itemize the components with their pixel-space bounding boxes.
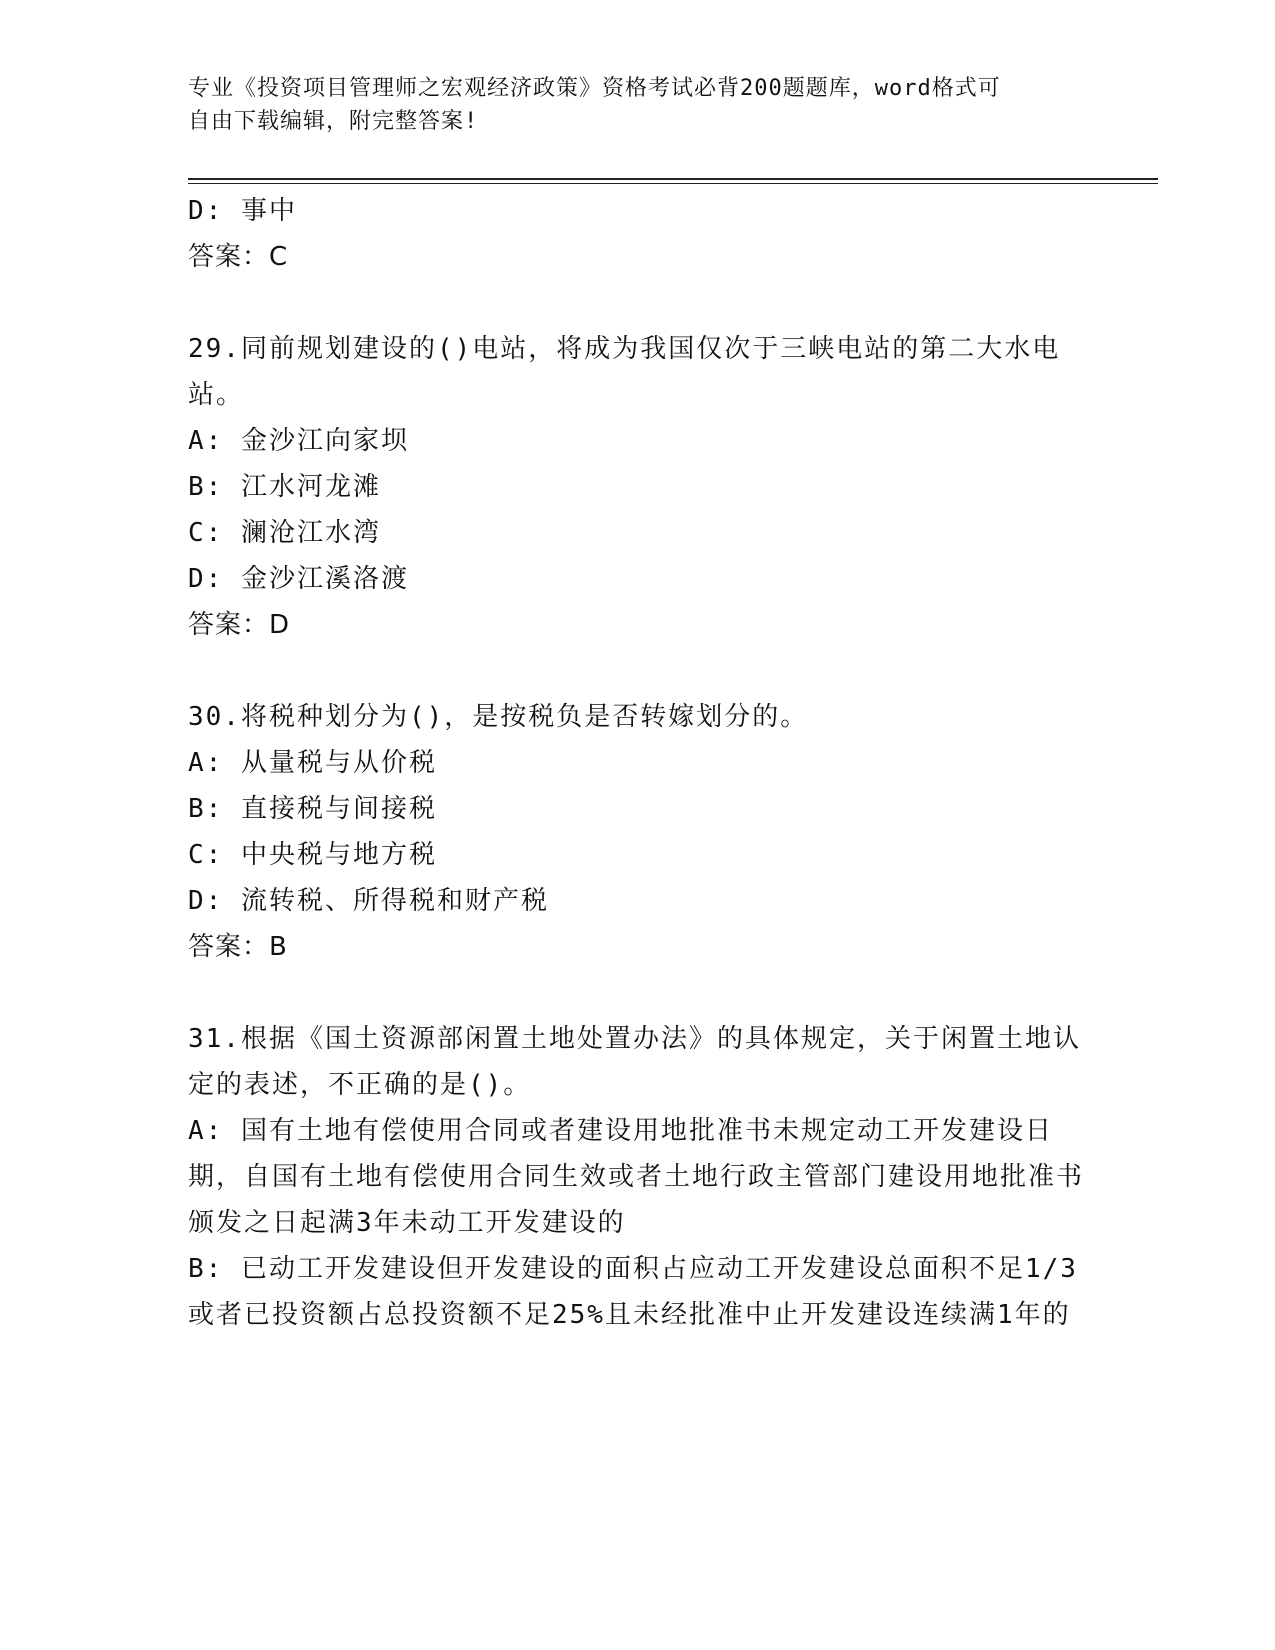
partial-option-d: D: 事中: [188, 196, 297, 226]
header-divider-thick: [188, 178, 1158, 180]
option-d: D: 金沙江溪洛渡: [188, 564, 409, 594]
option-b: B: 江水河龙滩: [188, 472, 381, 502]
partial-answer: 答案：C: [188, 242, 289, 272]
option-c: C: 澜沧江水湾: [188, 518, 381, 548]
header-line-1: 专业《投资项目管理师之宏观经济政策》资格考试必背200题题库，word格式可: [188, 76, 1001, 101]
header-line-2: 自由下载编辑，附完整答案!: [188, 109, 479, 134]
question-31: [188, 1016, 1088, 1338]
document-body: [188, 188, 1088, 1338]
question-answer: 答案：D: [188, 610, 291, 640]
question-stem: 30.将税种划分为()，是按税负是否转嫁划分的。: [188, 702, 809, 732]
option-a: A: 金沙江向家坝: [188, 426, 409, 456]
question-stem: 29.同前规划建设的()电站，将成为我国仅次于三峡电站的第二大水电站。: [188, 334, 1061, 410]
question-stem: 31.根据《国土资源部闲置土地处置办法》的具体规定，关于闲置土地认定的表述，不正确的是()。: [188, 1024, 1081, 1100]
spacer: [188, 280, 1088, 326]
option-c: C: 中央税与地方税: [188, 840, 437, 870]
spacer: [188, 648, 1088, 694]
document-header: [188, 72, 1088, 138]
option-b: B: 直接税与间接税: [188, 794, 437, 824]
spacer: [188, 970, 1088, 1016]
option-d: D: 流转税、所得税和财产税: [188, 886, 549, 916]
question-29: [188, 326, 1088, 648]
question-answer: 答案：B: [188, 932, 288, 962]
header-divider-thin: [188, 183, 1158, 184]
option-b: B: 已动工开发建设但开发建设的面积占应动工开发建设总面积不足1/3或者已投资额占总投资额不足25%且未经批准中止开发建设连续满1年的: [188, 1254, 1078, 1330]
option-a: A: 从量税与从价税: [188, 748, 437, 778]
option-a: A: 国有土地有偿使用合同或者建设用地批准书未规定动工开发建设日期，自国有土地有偿使用合同生效或者土地行政主管部门建设用地批准书颁发之日起满3年未动工开发建设的: [188, 1116, 1085, 1238]
question-30: [188, 694, 1088, 970]
